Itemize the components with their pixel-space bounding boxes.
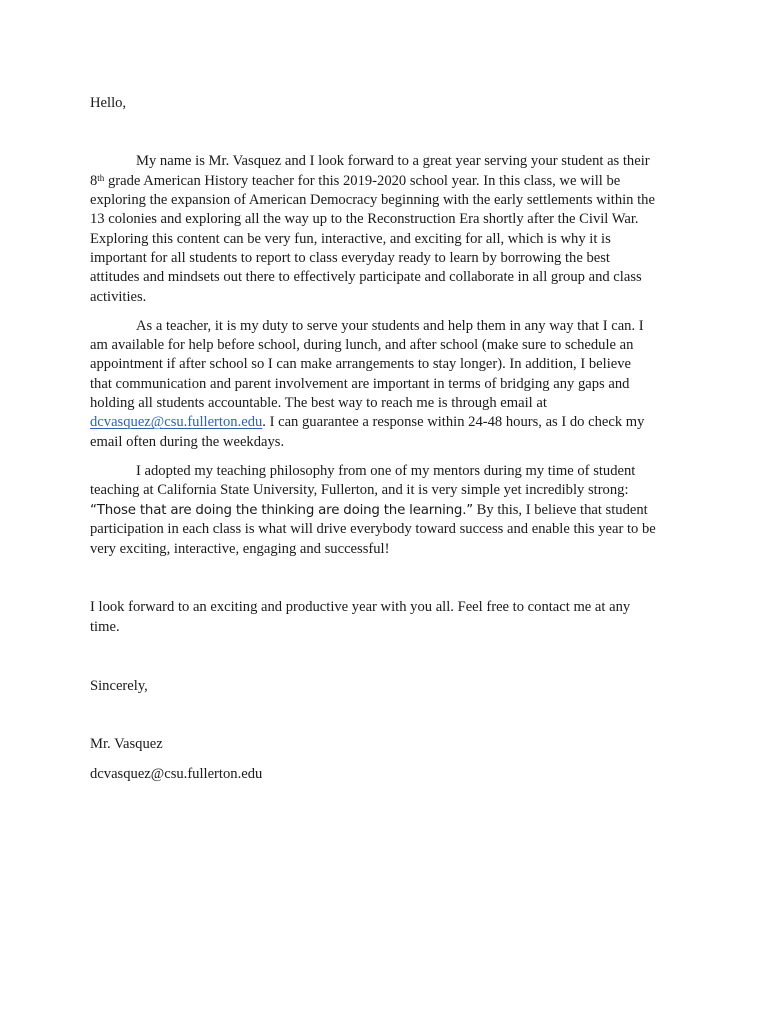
paragraph2-line2: am available for help before school, during lunch, and after school (make sure to schedule an	[90, 337, 634, 353]
grade-number: 8	[90, 173, 98, 189]
paragraph1-line8: activities.	[90, 289, 147, 305]
email-link[interactable]: dcvasquez@csu.fullerton.edu	[90, 414, 263, 430]
paragraph1-line7: attitudes and mindsets out there to effectively participate and collaborate in all group and class	[90, 269, 642, 285]
paragraph2-line4: that communication and parent involvement are important in terms of bridging any gaps and	[90, 376, 630, 392]
paragraph3-line1: I adopted my teaching philosophy from one of my mentors during my time of student	[136, 463, 636, 479]
paragraph3-line4: participation in each class is what will drive everybody toward success and enable this year to be	[90, 521, 656, 537]
paragraph2-line7: email often during the weekdays.	[90, 434, 285, 450]
philosophy-quote: “Those that are doing the thinking are doing the learning.”	[90, 503, 474, 518]
paragraph2-line5: holding all students accountable. The best way to reach me is through email at	[90, 395, 547, 411]
paragraph2-line6-text: . I can guarantee a response within 24-48 hours, as I do check my	[262, 414, 645, 430]
grade-suffix: th	[97, 173, 105, 183]
paragraph1-line2	[90, 171, 620, 191]
paragraph3-line2: teaching at California State University, Fullerton, and it is very simple yet incredibly strong:	[90, 482, 629, 498]
paragraph1-line5: Exploring this content can be very fun, interactive, and exciting for all, which is why it is	[90, 231, 611, 247]
greeting: Hello,	[90, 95, 127, 111]
paragraph2-line1: As a teacher, it is my duty to serve your students and help them in any way that I can. I	[136, 318, 644, 334]
paragraph3-line3-text: By this, I believe that student	[473, 502, 648, 518]
signoff: Sincerely,	[90, 678, 148, 694]
signature-name: Mr. Vasquez	[90, 736, 163, 752]
paragraph1-line4: 13 colonies and exploring all the way up to the Reconstruction Era shortly after the Civil War.	[90, 211, 639, 227]
paragraph1-line1: My name is Mr. Vasquez and I look forward to a great year serving your student as their	[136, 153, 650, 169]
paragraph3-line3	[90, 500, 648, 521]
paragraph1-line6: important for all students to report to class everyday ready to learn by borrowing the best	[90, 250, 610, 266]
paragraph2-line6	[90, 412, 644, 432]
closing-line1: I look forward to an exciting and productive year with you all. Feel free to contact me at any	[90, 599, 631, 615]
paragraph3-line5: very exciting, interactive, engaging and successful!	[90, 541, 390, 557]
closing-line2: time.	[90, 619, 120, 635]
paragraph1-line3: exploring the expansion of American Democracy beginning with the early settlements within the	[90, 192, 655, 208]
paragraph1-line2-text: grade American History teacher for this 2019-2020 school year. In this class, we will be	[104, 173, 621, 189]
paragraph2-line3: appointment if after school so I can make arrangements to stay longer). In addition, I believe	[90, 356, 632, 372]
signature-email: dcvasquez@csu.fullerton.edu	[90, 766, 263, 782]
